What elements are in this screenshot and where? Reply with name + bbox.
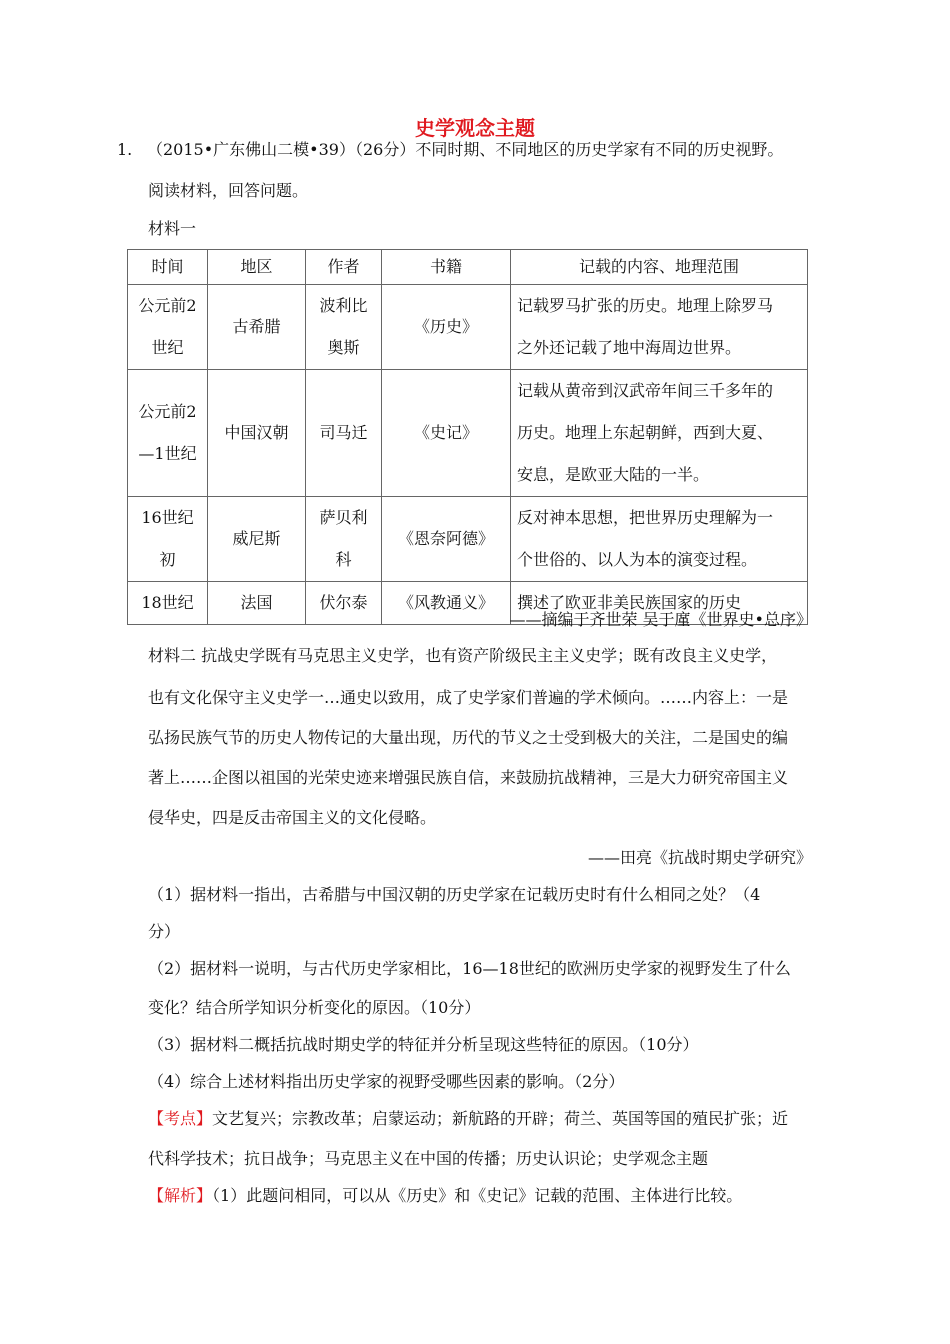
cell-line: 记载从黄帝到汉武帝年间三千多年的 — [517, 381, 774, 400]
question-line: 变化？结合所学知识分析变化的原因。（10分） — [148, 998, 481, 1017]
cell-line: 反对神本思想，把世界历史理解为一 — [517, 508, 774, 527]
table-row — [128, 497, 808, 582]
region-cell: 威尼斯 — [208, 497, 306, 582]
time-cell — [128, 285, 208, 370]
cell-line: 初 — [159, 550, 176, 569]
cell-line: 16世纪 — [141, 508, 194, 527]
table-row — [128, 285, 808, 370]
content-cell — [511, 370, 808, 497]
cell-line: 公元前2 — [138, 296, 197, 315]
material1-source: ——摘编于齐世荣 吴于廑《世界史•总序》 — [509, 610, 812, 629]
material2-line: 侵华史，四是反击帝国主义的文化侵略。 — [148, 808, 437, 827]
region-cell: 法国 — [208, 582, 306, 625]
content-cell: 撰述了欧亚非美民族国家的历史 — [511, 582, 808, 625]
table-header-cell: 作者 — [306, 250, 382, 285]
author-cell: 司马迁 — [306, 370, 382, 497]
question-line: （3）据材料二概括抗战时期史学的特征并分析呈现这些特征的原因。（10分） — [148, 1035, 699, 1054]
time-cell — [128, 497, 208, 582]
material2-line: 材料二 抗战史学既有马克思主义史学，也有资产阶级民主主义史学；既有改良主义史学， — [148, 646, 778, 665]
question-line: （4）综合上述材料指出历史学家的视野受哪些因素的影响。（2分） — [148, 1072, 625, 1091]
cell-line: 个世俗的、以人为本的演变过程。 — [517, 550, 758, 569]
cell-line: 之外还记载了地中海周边世界。 — [517, 338, 742, 357]
jiexi-line — [148, 1185, 742, 1207]
cell-line: 安息，是欧亚大陆的一半。 — [517, 465, 710, 484]
region-cell: 中国汉朝 — [208, 370, 306, 497]
table-header-cell: 时间 — [128, 250, 208, 285]
question-line: （1）据材料一指出，古希腊与中国汉朝的历史学家在记载历史时有什么相同之处？（4 — [148, 885, 761, 904]
cell-line: 公元前2 — [138, 402, 197, 421]
cell-line: 科 — [335, 550, 352, 569]
time-cell: 18世纪 — [128, 582, 208, 625]
table-header-cell: 书籍 — [382, 250, 511, 285]
question-header-text: （2015•广东佛山二模•39）（26分）不同时期、不同地区的历史学家有不同的历史视野。 — [147, 140, 784, 159]
material2-source: ——田亮《抗战时期史学研究》 — [587, 848, 812, 867]
jiexi-text: （1）此题问相同，可以从《历史》和《史记》记载的范围、主体进行比较。 — [212, 1186, 743, 1205]
region-cell: 古希腊 — [208, 285, 306, 370]
table-row — [128, 370, 808, 497]
book-cell: 《风教通义》 — [382, 582, 511, 625]
time-cell — [128, 370, 208, 497]
question-line: （2）据材料一说明，与古代历史学家相比，16—18世纪的欧洲历史学家的视野发生了什么 — [148, 959, 791, 978]
page-title: 史学观念主题 — [415, 116, 535, 140]
jiexi-label: 【解析】 — [148, 1186, 213, 1205]
content-cell — [511, 497, 808, 582]
material2-line: 弘扬民族气节的历史人物传记的大量出现，历代的节义之士受到极大的关注，二是国史的编 — [148, 728, 789, 747]
author-cell: 伏尔泰 — [306, 582, 382, 625]
cell-line: 记载罗马扩张的历史。地理上除罗马 — [517, 296, 774, 315]
cell-line: 萨贝利 — [319, 508, 368, 527]
table-header-cell: 记载的内容、地理范围 — [511, 250, 808, 285]
instruction-text: 阅读材料，回答问题。 — [148, 181, 309, 200]
material2-line: 也有文化保守主义史学一…通史以致用，成了史学家们普遍的学术倾向。……内容上：一是 — [148, 688, 789, 707]
material2-line: 著上……企图以祖国的光荣史迹来增强民族自信，来鼓励抗战精神，三是大力研究帝国主义 — [148, 768, 789, 787]
table-header-row — [128, 250, 808, 285]
question-header — [117, 139, 783, 161]
author-cell — [306, 497, 382, 582]
kaodian-line-2: 代科学技术；抗日战争；马克思主义在中国的传播；历史认识论；史学观念主题 — [148, 1149, 709, 1168]
kaodian-line — [148, 1108, 788, 1130]
content-cell — [511, 285, 808, 370]
cell-line: 奥斯 — [327, 338, 360, 357]
book-cell: 《历史》 — [382, 285, 511, 370]
book-cell: 《恩奈阿德》 — [382, 497, 511, 582]
author-cell — [306, 285, 382, 370]
cell-line: —1世纪 — [138, 444, 197, 463]
material1-label: 材料一 — [148, 219, 197, 238]
book-cell: 《史记》 — [382, 370, 511, 497]
table-header-cell: 地区 — [208, 250, 306, 285]
question-number: 1. — [117, 140, 133, 159]
cell-line: 波利比 — [319, 296, 368, 315]
kaodian-text: 文艺复兴；宗教改革；启蒙运动；新航路的开辟；荷兰、英国等国的殖民扩张；近 — [212, 1109, 789, 1128]
cell-line: 历史。地理上东起朝鲜，西到大夏、 — [517, 423, 774, 442]
cell-line: 世纪 — [151, 338, 184, 357]
question-line: 分） — [148, 922, 181, 941]
historian-table — [127, 249, 808, 625]
kaodian-label: 【考点】 — [148, 1109, 213, 1128]
